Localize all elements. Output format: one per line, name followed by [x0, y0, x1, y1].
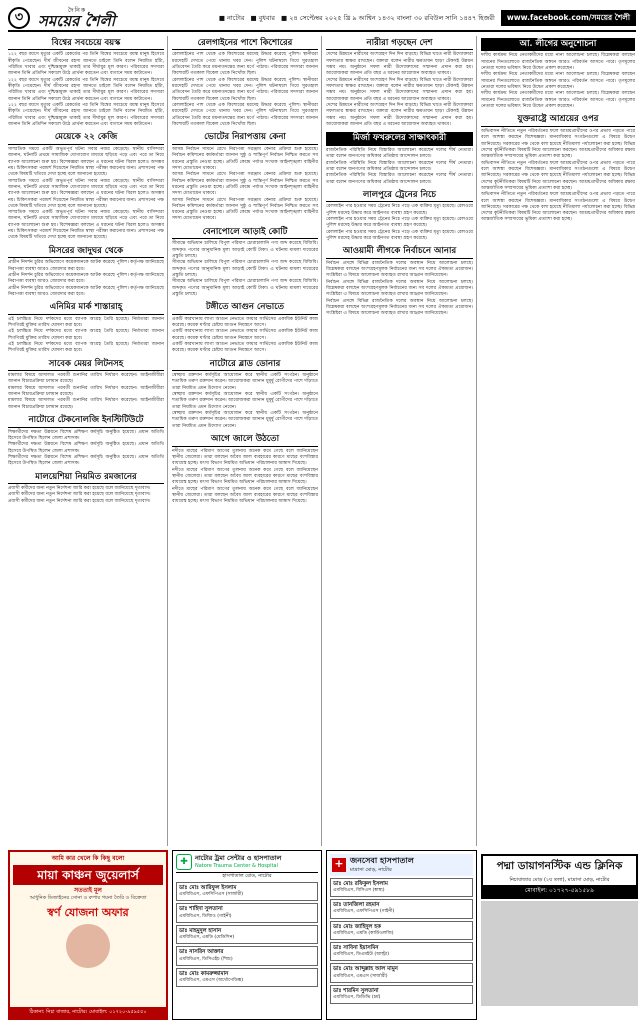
- article-body-continued: প্রবাসী কর্মীদের জন্য নতুন নির্দেশনা জারি করা হয়েছে বলে জানিয়েছে দূতাবাস।: [8, 498, 151, 504]
- article[interactable]: [326, 132, 473, 185]
- doctor-entry: [330, 963, 473, 982]
- article[interactable]: [172, 302, 318, 354]
- article-body: দলীয় কার্যক্রম নিয়ে নেতাকর্মীদের মধ্যে নানা আলোচনা চলছে। বিশ্লেষকরা বলছেন সামনের দিনগুলোতে রাজনৈতিক অঙ্গনে আরও পরিবর্তন আসতে পারে। তৃণমূলের নেতারা দলের ভবিষ্যৎ নিয়ে উদ্বেগ প্রকাশ করেছেন।: [481, 53, 635, 72]
- natore-hospital-ad[interactable]: [172, 850, 322, 1020]
- natore-doctor-list: [176, 882, 318, 987]
- article-body-continued: রাজনৈতিক পরিস্থিতি নিয়ে বিস্তারিত আলোচনা করেছেন দলের শীর্ষ নেতারা। তারা বলেন জনগণের অধিকার প্রতিষ্ঠায় আন্দোলন চলবে।: [326, 173, 473, 185]
- article-headline[interactable]: ভোটের নিরাপত্তায় কেনা: [172, 132, 318, 144]
- article-headline[interactable]: যুক্তরাষ্ট্রে আশ্রয়ের ওপর: [481, 114, 635, 126]
- jewelry-ad[interactable]: [8, 850, 168, 1020]
- article-body-continued: রেললাইন পার হওয়ার সময় ট্রেনের নিচে পড়ে এক ব্যক্তির মৃত্যু হয়েছে। রেলওয়ে পুলিশ মরদেহ উদ্ধার করে আইনগত ব্যবস্থা গ্রহণ করেছে।: [326, 216, 473, 229]
- article-body: নদীতে মাছের পরিমাণ আগের তুলনায় অনেক কমে গেছে বলে জানিয়েছেন স্থানীয় জেলেরা। তারা বলছেন অবৈধ জাল ব্যবহারের কারণে মাছের বংশবিস্তার বাধাগ্রস্ত হচ্ছে। মৎস্য বিভাগ নিয়মিত অভিযান পরিচালনার আশ্বাস দিয়েছে।: [172, 448, 318, 467]
- column-4: [481, 36, 638, 846]
- doctor-degree: এমবিবিএস, ডিজিও (গাইনী): [179, 913, 232, 919]
- article[interactable]: [172, 434, 318, 505]
- doctor-entry: [330, 921, 473, 940]
- doctor-name: ডাঃ মোঃ কামরুজ্জামান: [179, 970, 229, 977]
- article-body-continued: এই চলচ্চিত্র নিয়ে দর্শকদের মধ্যে ব্যাপক আগ্রহ তৈরি হয়েছে। নির্মাতারা জানান শিগগিরই মুক্তির তারিখ ঘোষণা করা হবে।: [8, 342, 164, 354]
- article-headline[interactable]: সাবেক মেয়র লিটনসহ: [8, 359, 164, 371]
- doctor-degree: এমবিবিএস, এমডি (কার্ডিওলজি): [333, 930, 394, 936]
- doctor-name: ডাঃ মোঃ জাহিদুল হক: [333, 923, 381, 930]
- jana-doctor-list: [330, 878, 473, 1005]
- column-1: [8, 36, 168, 846]
- article-headline[interactable]: নারীরা গড়ছেন দেশ: [326, 38, 473, 50]
- jewel-name: মায়া কাঞ্চন জুয়েলার্স: [13, 865, 163, 885]
- doctor-degree: এমবিবিএস, এমএস (সার্জারী): [333, 973, 388, 979]
- padma-name: পদ্মা ডায়াগনস্টিক এন্ড ক্লিনিক: [496, 860, 623, 872]
- doctor-entry: [330, 985, 473, 1004]
- article[interactable]: [8, 38, 164, 128]
- column-3: [326, 36, 477, 846]
- page-number: ৩: [8, 7, 30, 29]
- article-body-continued: দলীয় কার্যক্রম নিয়ে নেতাকর্মীদের মধ্যে নানা আলোচনা চলছে। বিশ্লেষকরা বলছেন সামনের দিনগুলোতে রাজনৈতিক অঙ্গনে আরও পরিবর্তন আসতে পারে। তৃণমূলের নেতারা দলের ভবিষ্যৎ নিয়ে উদ্বেগ প্রকাশ করেছেন।: [481, 91, 635, 110]
- jewel-sub1: সততাই মূল: [74, 887, 102, 895]
- column-2: [172, 36, 322, 846]
- header-day: ■ বুধবার: [250, 13, 275, 22]
- doctor-entry: [330, 942, 473, 961]
- doctor-name: ডাঃ মোঃ আরিফুল ইসলাম: [179, 884, 237, 891]
- article-body-continued: নির্বাচন প্রসঙ্গে বিভিন্ন রাজনৈতিক দলের অবস্থান নিয়ে আলোচনা চলছে। বিশ্লেষকরা বলছেন অংশগ্রহণমূলক নির্বাচনের জন্য সব দলের ঐক্যমত্য প্রয়োজন। সংশ্লিষ্টরা এ বিষয়ে আলোচনা অব্যাহত রাখার আহ্বান জানিয়েছেন।: [326, 279, 473, 298]
- article-headline[interactable]: টঙ্গীতে আগুন নেভাতে: [172, 302, 318, 314]
- ads-row: [8, 850, 636, 1020]
- article-body-continued: মামলার বিষয়ে আদালত পরবর্তী শুনানির তারিখ নির্ধারণ করেছেন। আইনজীবীরা জানান বিচারপ্রক্রিয়া চলমান রয়েছে।: [8, 398, 164, 410]
- article-body-continued: নির্বাচন প্রসঙ্গে বিভিন্ন রাজনৈতিক দলের অবস্থান নিয়ে আলোচনা চলছে। বিশ্লেষকরা বলছেন অংশগ্রহণমূলক নির্বাচনের জন্য সব দলের ঐক্যমত্য প্রয়োজন। সংশ্লিষ্টরা এ বিষয়ে আলোচনা অব্যাহত রাখার আহ্বান জানিয়েছেন।: [326, 298, 473, 317]
- jewel-offer: স্বর্ণ যোজনা অফার: [47, 906, 129, 920]
- article-body-continued: এই চলচ্চিত্র নিয়ে দর্শকদের মধ্যে ব্যাপক আগ্রহ তৈরি হয়েছে। নির্মাতারা জানান শিগগিরই মুক্তির তারিখ ঘোষণা করা হবে।: [8, 329, 164, 341]
- doctor-degree: এমবিবিএস, এফসিপিএস (সার্জারী): [179, 892, 244, 898]
- article-body-continued: রেললাইনের পাশ থেকে এক কিশোরের মরদেহ উদ্ধার করেছে পুলিশ। স্থানীয়রা মরদেহটি দেখতে পেয়ে থানায় খবর দেন। পুলিশ ঘটনাস্থলে গিয়ে সুরতহাল প্রতিবেদন তৈরি করে ময়নাতদন্তের জন্য মর্গে পাঠায়। পরিবারের সদস্যরা জানান কিশোরটি গতকাল বিকেল থেকে নিখোঁজ ছিল।: [172, 103, 318, 128]
- doctor-name: ডাঃ শাহিদা সুলতানা: [179, 906, 223, 913]
- article-body-continued: দেশের উন্নয়নে নারীদের অংশগ্রহণ দিন দিন বাড়ছে। বিভিন্ন খাতে নারী উদ্যোক্তারা সফলতার স্বাক্ষর রাখছেন। বক্তারা বলেন নারীর ক্ষমতায়ন ছাড়া টেকসই উন্নয়ন সম্ভব নয়। অনুষ্ঠানে সফল নারী উদ্যোক্তাদের সম্মাননা প্রদান করা হয়। আয়োজকরা জানান প্রতি বছর এ ধরনের আয়োজন অব্যাহত থাকবে।: [326, 103, 473, 128]
- article[interactable]: [481, 38, 635, 110]
- article-body-continued: রাজনৈতিক পরিস্থিতি নিয়ে বিস্তারিত আলোচনা করেছেন দলের শীর্ষ নেতারা। তারা বলেন জনগণের অধিকার প্রতিষ্ঠায় আন্দোলন চলবে।: [326, 160, 473, 172]
- jewel-footer: ঠিকানা: নিচা বাজার, নাটোর। মোবাইল: ০১৭২০-৯৫৯৫৫০: [10, 1007, 166, 1018]
- jana-address: মাদ্রাসা মোড়, নাটোর: [350, 866, 392, 873]
- jana-header: [330, 854, 473, 876]
- article-body: প্রবাসী কর্মীদের জন্য নতুন নির্দেশনা জারি করা হয়েছে বলে জানিয়েছে দূতাবাস।: [8, 486, 151, 492]
- article-body-continued: আসন্ন নির্বাচন সামনে রেখে নিরাপত্তা সরঞ্জাম কেনার প্রক্রিয়া শুরু হয়েছে। নির্বাচন কমিশনের কর্মকর্তারা জানান সুষ্ঠু ও শান্তিপূর্ণ নির্বাচন নিশ্চিত করতে সব ধরনের প্রস্তুতি নেওয়া হচ্ছে। প্রতিটি কেন্দ্রে পর্যাপ্ত সংখ্যক আইনশৃঙ্খলা বাহিনীর সদস্য মোতায়েন থাকবে।: [172, 172, 318, 197]
- natore-name-en: Natore Trauma Center & Hospital: [195, 863, 278, 869]
- article[interactable]: [8, 472, 164, 505]
- article-headline[interactable]: মিসরের জাদুঘর থেকে: [8, 246, 164, 258]
- article-body-continued: নদীতে মাছের পরিমাণ আগের তুলনায় অনেক কমে গেছে বলে জানিয়েছেন স্থানীয় জেলেরা। তারা বলছেন অবৈধ জাল ব্যবহারের কারণে মাছের বংশবিস্তার বাধাগ্রস্ত হচ্ছে। মৎস্য বিভাগ নিয়মিত অভিযান পরিচালনার আশ্বাস দিয়েছে।: [172, 467, 318, 486]
- right-ads: [481, 850, 638, 1020]
- article-body-continued: ১২২ বছর বয়সে মৃত্যুর একটি রেকর্ডের পর তিনি বিশ্বের সবচেয়ে বয়স্ক মানুষ হিসেবে স্বীকৃতি পেয়েছেন। দীর্ঘ জীবনের রহস্য জানতে চাইলে তিনি বলেন নিয়মিত হাঁটা, পরিমিত খাবার এবং দুশ্চিন্তামুক্ত থাকাই তার দীর্ঘায়ুর মূল কারণ। পরিবারের সদস্যরা জানান তিনি প্রতিদিন সকালে উঠে প্রার্থনা করতেন এবং বাগানে সময় কাটাতেন।: [8, 77, 164, 102]
- article-body-continued: প্রবাসী কর্মীদের জন্য নতুন নির্দেশনা জারি করা হয়েছে বলে জানিয়েছে দূতাবাস।: [8, 492, 151, 498]
- article-body: প্রাচীন নিদর্শন চুরির অভিযোগে কয়েকজনকে আটক করেছে পুলিশ। কর্তৃপক্ষ জানিয়েছে নিরাপত্তা ব্যবস্থা আরও জোরদার করা হবে।: [8, 260, 164, 272]
- article-body: আসন্ন নির্বাচন সামনে রেখে নিরাপত্তা সরঞ্জাম কেনার প্রক্রিয়া শুরু হয়েছে। নির্বাচন কমিশনের কর্মকর্তারা জানান সুষ্ঠু ও শান্তিপূর্ণ নির্বাচন নিশ্চিত করতে সব ধরনের প্রস্তুতি নেওয়া হচ্ছে। প্রতিটি কেন্দ্রে পর্যাপ্ত সংখ্যক আইনশৃঙ্খলা বাহিনীর সদস্য মোতায়েন থাকবে।: [172, 146, 318, 171]
- article-headline[interactable]: নাটোরে ব্লাড ডোনার: [172, 359, 318, 371]
- article-body: দেশের উন্নয়নে নারীদের অংশগ্রহণ দিন দিন বাড়ছে। বিভিন্ন খাতে নারী উদ্যোক্তারা সফলতার স্বাক্ষর রাখছেন। বক্তারা বলেন নারীর ক্ষমতায়ন ছাড়া টেকসই উন্নয়ন সম্ভব নয়। অনুষ্ঠানে সফল নারী উদ্যোক্তাদের সম্মাননা প্রদান করা হয়। আয়োজকরা জানান প্রতি বছর এ ধরনের আয়োজন অব্যাহত থাকবে।: [326, 52, 473, 77]
- article-headline[interactable]: আ. লীগের অনুশোচনা: [481, 38, 635, 51]
- article[interactable]: [8, 132, 164, 241]
- hospital-cross-icon: ✚: [176, 854, 192, 870]
- article-body-continued: রেললাইন পার হওয়ার সময় ট্রেনের নিচে পড়ে এক ব্যক্তির মৃত্যু হয়েছে। রেলওয়ে পুলিশ মরদেহ উদ্ধার করে আইনগত ব্যবস্থা গ্রহণ করেছে।: [326, 229, 473, 241]
- article[interactable]: [172, 359, 318, 430]
- article-body-continued: দলীয় কার্যক্রম নিয়ে নেতাকর্মীদের মধ্যে নানা আলোচনা চলছে। বিশ্লেষকরা বলছেন সামনের দিনগুলোতে রাজনৈতিক অঙ্গনে আরও পরিবর্তন আসতে পারে। তৃণমূলের নেতারা দলের ভবিষ্যৎ নিয়ে উদ্বেগ প্রকাশ করেছেন।: [481, 72, 635, 91]
- article-headline[interactable]: মেয়েকে ২২ কেজি: [8, 132, 164, 144]
- doctor-name: ডাঃ মোঃ রফিকুল ইসলাম: [333, 880, 388, 887]
- article[interactable]: [172, 227, 318, 298]
- natore-header: [176, 854, 318, 873]
- doctor-entry: [330, 878, 473, 897]
- doctor-degree: এমবিবিএস, ডিডিভি (চর্ম): [333, 995, 381, 1001]
- article-body: একটি কারখানায় লাগা আগুন নেভাতে ফায়ার সার্ভিসের একাধিক ইউনিট কাজ করেছে। কয়েক ঘণ্টার চেষ্টায় আগুন নিয়ন্ত্রণে আসে।: [172, 316, 318, 329]
- article-headline[interactable]: নাটোরে টেকনোলজি ইনস্টিটিউটে: [8, 415, 164, 427]
- article-body-continued: শিক্ষার্থীদের দক্ষতা উন্নয়নে বিশেষ প্রশিক্ষণ কর্মসূচি অনুষ্ঠিত হয়েছে। প্রধান অতিথি হিসেবে উপস্থিত ছিলেন জেলা প্রশাসক।: [8, 454, 164, 467]
- article-body-continued: দেশের উন্নয়নে নারীদের অংশগ্রহণ দিন দিন বাড়ছে। বিভিন্ন খাতে নারী উদ্যোক্তারা সফলতার স্বাক্ষর রাখছেন। বক্তারা বলেন নারীর ক্ষমতায়ন ছাড়া টেকসই উন্নয়ন সম্ভব নয়। অনুষ্ঠানে সফল নারী উদ্যোক্তাদের সম্মাননা প্রদান করা হয়। আয়োজকরা জানান প্রতি বছর এ ধরনের আয়োজন অব্যাহত থাকবে।: [326, 77, 473, 102]
- doctor-name: ডাঃ তানজিলা রহমান: [333, 902, 380, 909]
- article[interactable]: [481, 114, 635, 223]
- doctor-name: ডাঃ শারমিন সুলতানা: [333, 987, 379, 994]
- article-headline[interactable]: আওয়ামী লীগকে নির্বাচনে আনার: [326, 246, 473, 258]
- article-headline[interactable]: লালপুরে ট্রেনের নিচে: [326, 190, 473, 202]
- article-headline[interactable]: এনিমির মার্ক শাস্তারাহ্‌: [8, 302, 164, 314]
- article-body: নির্বাচন প্রসঙ্গে বিভিন্ন রাজনৈতিক দলের অবস্থান নিয়ে আলোচনা চলছে। বিশ্লেষকরা বলছেন অংশগ্রহণমূলক নির্বাচনের জন্য সব দলের ঐক্যমত্য প্রয়োজন। সংশ্লিষ্টরা এ বিষয়ে আলোচনা অব্যাহত রাখার আহ্বান জানিয়েছেন।: [326, 260, 473, 279]
- doctor-degree: এমবিবিএস, এফসিপিএস (গাইনী): [333, 909, 395, 915]
- article-body: অভিবাসন নীতিতে নতুন পরিবর্তনের ফলে আশ্রয়প্রার্থীদের ওপর প্রভাব পড়তে পারে বলে আশঙ্কা করছেন বিশেষজ্ঞরা। মানবাধিকার সংগঠনগুলো এ বিষয়ে উদ্বেগ জানিয়েছে। সরকারের পক্ষ থেকে বলা হয়েছে নীতিমালা পর্যালোচনা করা হচ্ছে। বিভিন্ন দেশের কূটনীতিকরা বিষয়টি নিয়ে আলোচনা করছেন। আশ্রয়প্রার্থীদের অধিকার রক্ষায় আন্তর্জাতিক সম্প্রদায়ের ভূমিকা প্রত্যাশা করা হচ্ছে।: [481, 128, 635, 160]
- brand-small: দৈনিক: [68, 6, 87, 14]
- doctor-degree: এমবিবিএস, এমডি (মেডিসিন): [179, 935, 235, 941]
- doctor-degree: এমবিবিএস, এমএস (অর্থোপেডিক্স): [179, 977, 244, 983]
- header-place: ■ নাটোর: [218, 13, 245, 22]
- article-body-continued: অভিবাসন নীতিতে নতুন পরিবর্তনের ফলে আশ্রয়প্রার্থীদের ওপর প্রভাব পড়তে পারে বলে আশঙ্কা করছেন বিশেষজ্ঞরা। মানবাধিকার সংগঠনগুলো এ বিষয়ে উদ্বেগ জানিয়েছে। সরকারের পক্ষ থেকে বলা হয়েছে নীতিমালা পর্যালোচনা করা হচ্ছে। বিভিন্ন দেশের কূটনীতিকরা বিষয়টি নিয়ে আলোচনা করছেন। আশ্রয়প্রার্থীদের অধিকার রক্ষায় আন্তর্জাতিক সম্প্রদায়ের ভূমিকা প্রত্যাশা করা হচ্ছে।: [481, 160, 635, 191]
- article[interactable]: [8, 246, 164, 298]
- article-body: স্বেচ্ছায় রক্তদান কর্মসূচির আয়োজন করে স্থানীয় একটি সংগঠন। অনুষ্ঠানে শতাধিক তরুণ রক্তদান করেন। আয়োজকরা জানান মুমূর্ষু রোগীদের পাশে দাঁড়াতে তারা নিয়মিত এমন উদ্যোগ নেবেন।: [172, 373, 318, 391]
- article[interactable]: [326, 190, 473, 242]
- article[interactable]: [8, 359, 164, 411]
- header-info: [219, 10, 636, 26]
- article-headline[interactable]: মির্জা ফখরুলের সাক্ষাৎকারী: [326, 132, 473, 145]
- article[interactable]: [326, 38, 473, 128]
- article-body: শিক্ষার্থীদের দক্ষতা উন্নয়নে বিশেষ প্রশিক্ষণ কর্মসূচি অনুষ্ঠিত হয়েছে। প্রধান অতিথি হিসেবে উপস্থিত ছিলেন জেলা প্রশাসক।: [8, 429, 164, 441]
- article-body: রেললাইনের পাশ থেকে এক কিশোরের মরদেহ উদ্ধার করেছে পুলিশ। স্থানীয়রা মরদেহটি দেখতে পেয়ে থানায় খবর দেন। পুলিশ ঘটনাস্থলে গিয়ে সুরতহাল প্রতিবেদন তৈরি করে ময়নাতদন্তের জন্য মর্গে পাঠায়। পরিবারের সদস্যরা জানান কিশোরটি গতকাল বিকেল থেকে নিখোঁজ ছিল।: [172, 52, 318, 77]
- article-body-continued: রেললাইনের পাশ থেকে এক কিশোরের মরদেহ উদ্ধার করেছে পুলিশ। স্থানীয়রা মরদেহটি দেখতে পেয়ে থানায় খবর দেন। পুলিশ ঘটনাস্থলে গিয়ে সুরতহাল প্রতিবেদন তৈরি করে ময়নাতদন্তের জন্য মর্গে পাঠায়। পরিবারের সদস্যরা জানান কিশোরটি গতকাল বিকেল থেকে নিখোঁজ ছিল।: [172, 77, 318, 102]
- website-link[interactable]: www.facebook.com/সময়ের শৈলী: [501, 10, 636, 26]
- article-headline[interactable]: মালয়েশিয়া নিয়মিত রমজানের: [8, 472, 164, 484]
- article-body-continued: একটি কারখানায় লাগা আগুন নেভাতে ফায়ার সার্ভিসের একাধিক ইউনিট কাজ করেছে। কয়েক ঘণ্টার চেষ্টায় আগুন নিয়ন্ত্রণে আসে।: [172, 329, 318, 341]
- janaseba-hospital-ad[interactable]: [326, 850, 477, 1020]
- brand-logo: [38, 8, 115, 29]
- article[interactable]: [172, 38, 318, 128]
- article-body-continued: ১২২ বছর বয়সে মৃত্যুর একটি রেকর্ডের পর তিনি বিশ্বের সবচেয়ে বয়স্ক মানুষ হিসেবে স্বীকৃতি পেয়েছেন। দীর্ঘ জীবনের রহস্য জানতে চাইলে তিনি বলেন নিয়মিত হাঁটা, পরিমিত খাবার এবং দুশ্চিন্তামুক্ত থাকাই তার দীর্ঘায়ুর মূল কারণ। পরিবারের সদস্যরা জানান তিনি প্রতিদিন সকালে উঠে প্রার্থনা করতেন এবং বাগানে সময় কাটাতেন।: [8, 103, 164, 128]
- doctor-entry: [176, 925, 318, 944]
- article-body-continued: স্বেচ্ছায় রক্তদান কর্মসূচির আয়োজন করে স্থানীয় একটি সংগঠন। অনুষ্ঠানে শতাধিক তরুণ রক্তদান করেন। আয়োজকরা জানান মুমূর্ষু রোগীদের পাশে দাঁড়াতে তারা নিয়মিত এমন উদ্যোগ নেবেন।: [172, 392, 318, 410]
- doctor-entry: [176, 882, 318, 901]
- article-body-continued: সাম্প্রতিক সময়ে একটি অভূতপূর্ব ঘটনা সবার নজর কেড়েছে। স্থানীয় বাসিন্দারা জানান, ঘটনাটি প্রথমে সামাজিক যোগাযোগ মাধ্যমে ছড়িয়ে পড়ে এবং পরে তা নিয়ে ব্যাপক আলোচনা শুরু হয়। বিশেষজ্ঞরা বলছেন এ ধরনের ঘটনা বিরল হলেও অসম্ভব নয়। চিকিৎসকরা পরামর্শ দিয়েছেন নিয়মিত স্বাস্থ্য পরীক্ষা করানোর জন্য। প্রশাসনের পক্ষ থেকে বিষয়টি খতিয়ে দেখা হচ্ছে বলে জানানো হয়েছে।: [8, 210, 164, 241]
- doctor-name: ডাঃ সাবিনা ইয়াসমিন: [333, 945, 379, 951]
- article-body: রেললাইন পার হওয়ার সময় ট্রেনের নিচে পড়ে এক ব্যক্তির মৃত্যু হয়েছে। রেলওয়ে পুলিশ মরদেহ উদ্ধার করে আইনগত ব্যবস্থা গ্রহণ করেছে।: [326, 204, 473, 216]
- hospital-cross-icon: +: [332, 858, 346, 872]
- doctor-entry: [176, 968, 318, 987]
- doctor-name: ডাঃ নাসরিন আক্তার: [179, 949, 224, 956]
- article-body-continued: স্বেচ্ছায় রক্তদান কর্মসূচির আয়োজন করে স্থানীয় একটি সংগঠন। অনুষ্ঠানে শতাধিক তরুণ রক্তদান করেন। আয়োজকরা জানান মুমূর্ষু রোগীদের পাশে দাঁড়াতে তারা নিয়মিত এমন উদ্যোগ নেবেন।: [172, 411, 318, 429]
- article-headline[interactable]: রেলগাইনের পাশে কিশোরের: [172, 38, 318, 50]
- article-body-continued: সীমান্তে অভিযান চালিয়ে বিপুল পরিমাণ চোরাচালানি পণ্য জব্দ করেছে বিজিবি। জব্দকৃত পণ্যের আনুমানিক মূল্য আড়াই কোটি টাকা। এ ঘটনায় মামলা দায়েরের প্রস্তুতি চলছে।: [172, 260, 318, 278]
- padma-address: নিচাবাজার মোড় (২য় তলা), মাদ্রাসা মোড়, নাটোর: [509, 877, 610, 884]
- jewel-sub2: আধুনিক ডিজাইনের সোনা ও রুপার গয়না তৈরি ও বিক্রেতা: [29, 895, 147, 902]
- doctor-entry: [176, 903, 318, 922]
- doctor-entry: [176, 946, 318, 965]
- article-body: সাম্প্রতিক সময়ে একটি অভূতপূর্ব ঘটনা সবার নজর কেড়েছে। স্থানীয় বাসিন্দারা জানান, ঘটনাটি প্রথমে সামাজিক যোগাযোগ মাধ্যমে ছড়িয়ে পড়ে এবং পরে তা নিয়ে ব্যাপক আলোচনা শুরু হয়। বিশেষজ্ঞরা বলছেন এ ধরনের ঘটনা বিরল হলেও অসম্ভব নয়। চিকিৎসকরা পরামর্শ দিয়েছেন নিয়মিত স্বাস্থ্য পরীক্ষা করানোর জন্য। প্রশাসনের পক্ষ থেকে বিষয়টি খতিয়ে দেখা হচ্ছে বলে জানানো হয়েছে।: [8, 146, 164, 178]
- article-body-continued: প্রাচীন নিদর্শন চুরির অভিযোগে কয়েকজনকে আটক করেছে পুলিশ। কর্তৃপক্ষ জানিয়েছে নিরাপত্তা ব্যবস্থা আরও জোরদার করা হবে।: [8, 272, 164, 285]
- article-body: ১২২ বছর বয়সে মৃত্যুর একটি রেকর্ডের পর তিনি বিশ্বের সবচেয়ে বয়স্ক মানুষ হিসেবে স্বীকৃতি পেয়েছেন। দীর্ঘ জীবনের রহস্য জানতে চাইলে তিনি বলেন নিয়মিত হাঁটা, পরিমিত খাবার এবং দুশ্চিন্তামুক্ত থাকাই তার দীর্ঘায়ুর মূল কারণ। পরিবারের সদস্যরা জানান তিনি প্রতিদিন সকালে উঠে প্রার্থনা করতেন এবং বাগানে সময় কাটাতেন।: [8, 52, 164, 77]
- model-photo: [66, 924, 110, 968]
- article-body-continued: সাম্প্রতিক সময়ে একটি অভূতপূর্ব ঘটনা সবার নজর কেড়েছে। স্থানীয় বাসিন্দারা জানান, ঘটনাটি প্রথমে সামাজিক যোগাযোগ মাধ্যমে ছড়িয়ে পড়ে এবং পরে তা নিয়ে ব্যাপক আলোচনা শুরু হয়। বিশেষজ্ঞরা বলছেন এ ধরনের ঘটনা বিরল হলেও অসম্ভব নয়। চিকিৎসকরা পরামর্শ দিয়েছেন নিয়মিত স্বাস্থ্য পরীক্ষা করানোর জন্য। প্রশাসনের পক্ষ থেকে বিষয়টি খতিয়ে দেখা হচ্ছে বলে জানানো হয়েছে।: [8, 178, 164, 209]
- doctor-name: ডাঃ মোঃ আব্দুল্লাহ আল মামুন: [333, 966, 398, 973]
- article[interactable]: [326, 246, 473, 317]
- article-body: এই চলচ্চিত্র নিয়ে দর্শকদের মধ্যে ব্যাপক আগ্রহ তৈরি হয়েছে। নির্মাতারা জানান শিগগিরই মুক্তির তারিখ ঘোষণা করা হবে।: [8, 316, 164, 329]
- padma-phone: মোবাইল: ০১৭২৭-৫৯১৫৮৯: [483, 885, 636, 897]
- article-body: সীমান্তে অভিযান চালিয়ে বিপুল পরিমাণ চোরাচালানি পণ্য জব্দ করেছে বিজিবি। জব্দকৃত পণ্যের আনুমানিক মূল্য আড়াই কোটি টাকা। এ ঘটনায় মামলা দায়েরের প্রস্তুতি চলছে।: [172, 241, 318, 259]
- brand-name: সময়ের শৈলী: [38, 11, 115, 30]
- article-body: মামলার বিষয়ে আদালত পরবর্তী শুনানির তারিখ নির্ধারণ করেছেন। আইনজীবীরা জানান বিচারপ্রক্রিয়া চলমান রয়েছে।: [8, 373, 164, 385]
- article[interactable]: [8, 415, 164, 467]
- article-body-continued: মামলার বিষয়ে আদালত পরবর্তী শুনানির তারিখ নির্ধারণ করেছেন। আইনজীবীরা জানান বিচারপ্রক্রিয়া চলমান রয়েছে।: [8, 385, 164, 398]
- article-headline[interactable]: আগে জালে উঠতো: [172, 434, 318, 446]
- doctor-degree: এমবিবিএস, বিসিএস (স্বাস্থ্য): [333, 887, 385, 893]
- article[interactable]: [172, 132, 318, 222]
- article-body-continued: সীমান্তে অভিযান চালিয়ে বিপুল পরিমাণ চোরাচালানি পণ্য জব্দ করেছে বিজিবি। জব্দকৃত পণ্যের আনুমানিক মূল্য আড়াই কোটি টাকা। এ ঘটনায় মামলা দায়েরের প্রস্তুতি চলছে।: [172, 279, 318, 297]
- masthead: [8, 6, 636, 32]
- article-body-continued: একটি কারখানায় লাগা আগুন নেভাতে ফায়ার সার্ভিসের একাধিক ইউনিট কাজ করেছে। কয়েক ঘণ্টার চেষ্টায় আগুন নিয়ন্ত্রণে আসে।: [172, 342, 318, 354]
- article-body-continued: নদীতে মাছের পরিমাণ আগের তুলনায় অনেক কমে গেছে বলে জানিয়েছেন স্থানীয় জেলেরা। তারা বলছেন অবৈধ জাল ব্যবহারের কারণে মাছের বংশবিস্তার বাধাগ্রস্ত হচ্ছে। মৎস্য বিভাগ নিয়মিত অভিযান পরিচালনার আশ্বাস দিয়েছে।: [172, 486, 318, 505]
- article-headline[interactable]: বিশ্বের সবচেয়ে বয়স্ক: [8, 38, 164, 50]
- jewel-tagline: আমি কার খেলে কি কিছু বলো: [51, 855, 125, 862]
- article-body-continued: আসন্ন নির্বাচন সামনে রেখে নিরাপত্তা সরঞ্জাম কেনার প্রক্রিয়া শুরু হয়েছে। নির্বাচন কমিশনের কর্মকর্তারা জানান সুষ্ঠু ও শান্তিপূর্ণ নির্বাচন নিশ্চিত করতে সব ধরনের প্রস্তুতি নেওয়া হচ্ছে। প্রতিটি কেন্দ্রে পর্যাপ্ত সংখ্যক আইনশৃঙ্খলা বাহিনীর সদস্য মোতায়েন থাকবে।: [172, 197, 318, 222]
- padma-doctor-panel: [481, 901, 638, 1006]
- article-body-continued: অভিবাসন নীতিতে নতুন পরিবর্তনের ফলে আশ্রয়প্রার্থীদের ওপর প্রভাব পড়তে পারে বলে আশঙ্কা করছেন বিশেষজ্ঞরা। মানবাধিকার সংগঠনগুলো এ বিষয়ে উদ্বেগ জানিয়েছে। সরকারের পক্ষ থেকে বলা হয়েছে নীতিমালা পর্যালোচনা করা হচ্ছে। বিভিন্ন দেশের কূটনীতিকরা বিষয়টি নিয়ে আলোচনা করছেন। আশ্রয়প্রার্থীদের অধিকার রক্ষায় আন্তর্জাতিক সম্প্রদায়ের ভূমিকা প্রত্যাশা করা হচ্ছে।: [481, 192, 635, 223]
- padma-diagnostic-ad[interactable]: [481, 854, 638, 899]
- doctor-degree: এমবিবিএস, ডিএমইউ (আল্ট্রা): [333, 952, 390, 958]
- article-body-continued: প্রাচীন নিদর্শন চুরির অভিযোগে কয়েকজনকে আটক করেছে পুলিশ। কর্তৃপক্ষ জানিয়েছে নিরাপত্তা ব্যবস্থা আরও জোরদার করা হবে।: [8, 285, 164, 297]
- header-date: ■ ২৪ সেপ্টেম্বর ২০২৫ খ্রি ৯ আশ্বিন ১৪৩২ বাংলা ৩০ রবিউল সানি ১৪৪৭ হিজরী: [281, 13, 495, 22]
- doctor-name: ডাঃ মাহমুদুল হাসান: [179, 927, 222, 934]
- article-body: রাজনৈতিক পরিস্থিতি নিয়ে বিস্তারিত আলোচনা করেছেন দলের শীর্ষ নেতারা। তারা বলেন জনগণের অধিকার প্রতিষ্ঠায় আন্দোলন চলবে।: [326, 147, 473, 160]
- natore-address: হাসপাতাল রোড, নাটোর: [222, 873, 272, 879]
- natore-name: নাটোর ট্রমা সেন্টার ও হাসপাতাল: [195, 854, 282, 863]
- article-body-continued: শিক্ষার্থীদের দক্ষতা উন্নয়নে বিশেষ প্রশিক্ষণ কর্মসূচি অনুষ্ঠিত হয়েছে। প্রধান অতিথি হিসেবে উপস্থিত ছিলেন জেলা প্রশাসক।: [8, 442, 164, 454]
- doctor-entry: [330, 899, 473, 918]
- doctor-degree: এমবিবিএস, ডিসিএইচ (শিশু): [179, 956, 233, 962]
- article-columns: [8, 36, 636, 846]
- article[interactable]: [8, 302, 164, 354]
- article-headline[interactable]: বেনাপোলে আড়াই কোটি: [172, 227, 318, 239]
- jana-name: জনসেবা হাসপাতাল: [350, 856, 414, 865]
